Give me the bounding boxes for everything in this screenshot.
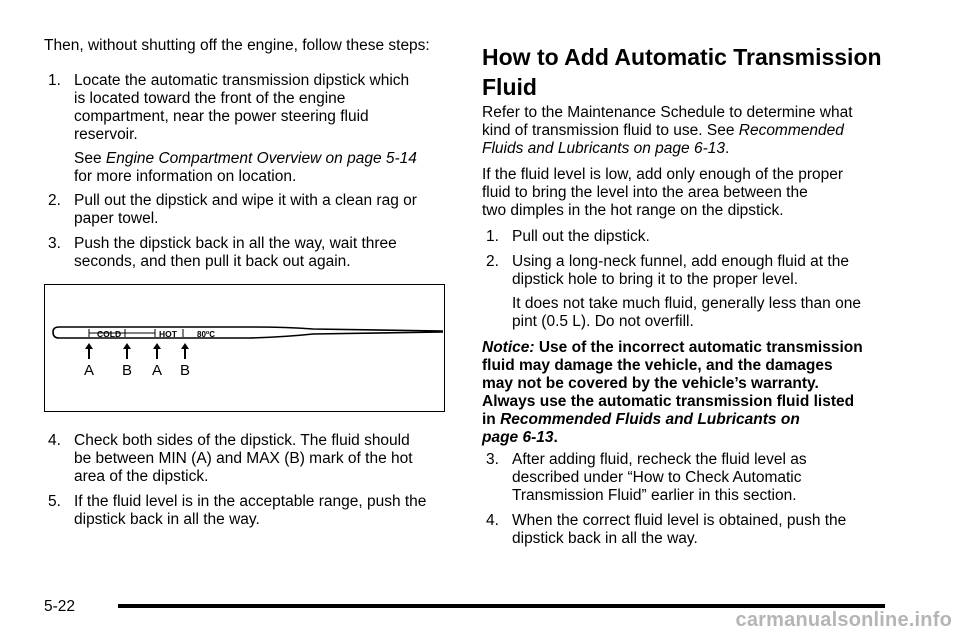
notice-block (482, 339, 902, 447)
notice-fluids-link[interactable]: Recommended Fluids and Lubricants on (500, 411, 800, 428)
notice-line: fluid may damage the vehicle, and the damages (482, 357, 833, 374)
step-number: 2. (486, 253, 499, 270)
see-ref-link[interactable]: Engine Compartment Overview on page 5-14 (105, 150, 417, 167)
step-line: Using a long-neck funnel, add enough fluid at the (512, 253, 849, 270)
step-line: dipstick hole to bring it to the proper level. (512, 271, 799, 288)
step-line: dipstick back in all the way. (74, 511, 260, 528)
marker-label: B (121, 362, 133, 379)
step2-note (512, 295, 912, 331)
right-step-1 (482, 228, 922, 246)
notice-text: . (553, 429, 558, 446)
arrow-icon (123, 343, 131, 359)
step-line: seconds, and then pull it back out again. (74, 253, 351, 270)
note-line: pint (0.5 L). Do not overfill. (512, 313, 694, 330)
right-step-4 (482, 512, 922, 548)
step-number: 4. (486, 512, 499, 529)
step-line: Pull out the dipstick and wipe it with a clean rag or (74, 192, 417, 209)
step-line: Locate the automatic transmission dipstick which (74, 72, 410, 89)
step-number: 1. (48, 72, 61, 89)
step-line: After adding fluid, recheck the fluid level as (512, 451, 807, 468)
arrow-icon (85, 343, 93, 359)
step-line: When the correct fluid level is obtained, push the (512, 512, 847, 529)
notice-line: may not be covered by the vehicle’s warranty. (482, 375, 819, 392)
step-line: Check both sides of the dipstick. The fluid should (74, 432, 410, 449)
step-line: area of the dipstick. (74, 468, 209, 485)
marker-arrows (85, 343, 189, 359)
step-number: 3. (48, 235, 61, 252)
left-step-1 (44, 72, 480, 144)
step-number: 3. (486, 451, 499, 468)
footer-rule (118, 604, 885, 608)
see-reference (74, 150, 454, 186)
step-number: 2. (48, 192, 61, 209)
watermark: carmanualsonline.info (735, 609, 952, 631)
notice-text: in (482, 411, 501, 428)
dipstick-illustration (45, 285, 443, 410)
arrow-icon (181, 343, 189, 359)
recommended-fluids-link[interactable]: Recommended (738, 122, 844, 139)
step-line: reservoir. (74, 126, 138, 143)
left-step-2 (44, 192, 480, 228)
right-step-2 (482, 253, 922, 289)
step-line: Push the dipstick back in all the way, wait three (74, 235, 397, 252)
step-line: Transmission Fluid” earlier in this section. (512, 487, 797, 504)
marker-label: B (179, 362, 191, 379)
arrow-icon (153, 343, 161, 359)
see-suffix: for more information on location. (74, 168, 297, 185)
temp-label: 80$^o$C (197, 330, 216, 339)
see-prefix: See (74, 150, 106, 167)
para-text: kind of transmission fluid to use. See (482, 122, 739, 139)
para-line: two dimples in the hot range on the dipstick. (482, 202, 784, 219)
section-heading (482, 42, 912, 102)
para-refer (482, 104, 902, 158)
dipstick-figure (44, 284, 445, 412)
para-line: Refer to the Maintenance Schedule to determine what (482, 104, 853, 121)
right-step-3 (482, 451, 922, 505)
notice-line: Use of the incorrect automatic transmission (538, 339, 863, 356)
intro-text: Then, without shutting off the engine, follow these steps: (44, 37, 430, 54)
step-line: If the fluid level is in the acceptable range, push the (74, 493, 427, 510)
step-line: is located toward the front of the engine (74, 90, 346, 107)
para-fluid-low (482, 166, 902, 220)
notice-line: Always use the automatic transmission fluid listed (482, 393, 855, 410)
step-line: be between MIN (A) and MAX (B) mark of the hot (74, 450, 413, 467)
step-number: 5. (48, 493, 61, 510)
notice-fluids-link[interactable]: page 6-13 (482, 429, 554, 446)
page-number: 5-22 (44, 598, 76, 615)
left-step-4 (44, 432, 480, 486)
step-line: paper towel. (74, 210, 159, 227)
note-line: It does not take much fluid, generally less than one (512, 295, 861, 312)
left-step-5 (44, 493, 480, 529)
step-number: 1. (486, 228, 499, 245)
para-line: If the fluid level is low, add only enough of the proper (482, 166, 844, 183)
notice-label: Notice: (482, 339, 535, 356)
left-step-3 (44, 235, 480, 271)
step-line: compartment, near the power steering fluid (74, 108, 369, 125)
heading-line: How to Add Automatic Transmission (482, 44, 882, 70)
recommended-fluids-link[interactable]: Fluids and Lubricants on page 6-13 (482, 140, 725, 157)
hot-label: HOT (159, 329, 177, 339)
step-line: dipstick back in all the way. (512, 530, 698, 547)
marker-label: A (83, 362, 95, 379)
marker-label: A (151, 362, 163, 379)
step-line: Pull out the dipstick. (512, 228, 650, 245)
heading-line: Fluid (482, 74, 537, 100)
cold-label: COLD (97, 329, 122, 339)
step-number: 4. (48, 432, 61, 449)
para-line: fluid to bring the level into the area between the (482, 184, 808, 201)
para-text: . (725, 140, 730, 157)
step-line: described under “How to Check Automatic (512, 469, 802, 486)
